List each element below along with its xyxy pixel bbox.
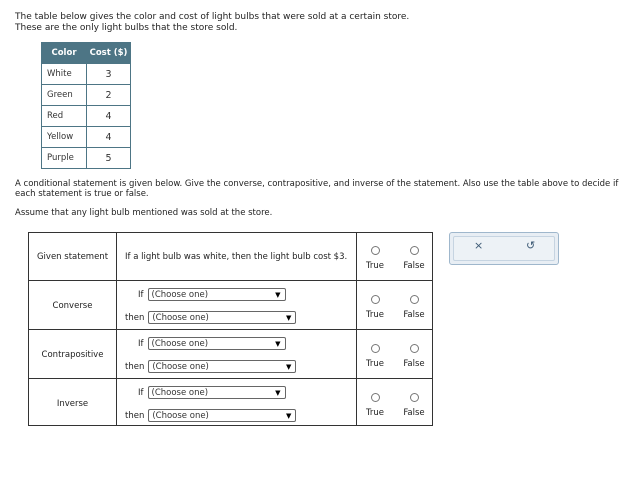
dropdown-arrow-icon: ▼ [285,411,292,420]
if-word: If [138,387,144,398]
intro-line-2: These are the only light bulbs that the store sold. [15,22,238,33]
table-row [42,148,131,169]
cost-cell: 2 [87,85,131,106]
converse-label: Converse [52,301,93,311]
then-word: then [125,312,145,323]
dropdown-arrow-icon: ▼ [275,388,281,397]
false-label: False [403,359,425,369]
color-cell: Red [42,106,87,127]
inverse-then-line [125,409,296,422]
bulb-table [41,42,131,169]
color-cell: Green [42,85,87,106]
contrapositive-if-line [138,337,286,350]
inverse-if-select[interactable]: (Choose one) ▼ [148,386,286,399]
column-header-color: Color [42,43,87,64]
true-option[interactable] [357,246,393,271]
converse-then-line [125,311,296,324]
true-label: True [365,310,385,320]
contrapositive-if-select[interactable]: (Choose one) ▼ [148,337,286,350]
dropdown-arrow-icon: ▼ [275,290,281,299]
false-radio[interactable] [410,246,419,255]
true-radio[interactable] [371,393,380,402]
false-label: False [403,408,425,418]
intro-line-1: The table below gives the color and cost of light bulbs that were sold at a certain store. [15,12,410,22]
dropdown-arrow-icon: ▼ [275,339,281,348]
cost-cell: 4 [87,127,131,148]
cost-cell: 3 [87,64,131,85]
true-radio[interactable] [371,246,380,255]
true-label: True [365,359,385,369]
true-option[interactable] [357,344,393,369]
converse-row [29,281,432,330]
intro-text [15,12,409,33]
true-label: True [365,408,385,418]
false-option[interactable] [396,344,432,369]
given-label: Given statement [36,252,109,262]
false-label: False [403,261,425,271]
color-cell: White [42,64,87,85]
undo-icon[interactable]: ↺ [526,239,536,252]
false-radio[interactable] [410,344,419,353]
column-header-cost: Cost ($) [87,43,131,64]
converse-if-line [138,288,286,301]
true-label: True [365,261,385,271]
table-row [42,127,131,148]
false-label: False [403,310,425,320]
true-option[interactable] [357,295,393,320]
clear-icon[interactable]: × [474,239,484,252]
color-cell: Yellow [42,127,87,148]
given-row [29,233,432,281]
assumption-text: Assume that any light bulb mentioned was sold at the store. [15,208,273,218]
contrapositive-row [29,330,432,379]
table-row [42,64,131,85]
answer-toolbar [449,232,559,265]
dropdown-arrow-icon: ▼ [285,313,292,322]
given-statement-text: If a light bulb was white, then the light bulb cost $3. [125,252,348,262]
false-option[interactable] [396,295,432,320]
true-radio[interactable] [371,295,380,304]
converse-then-select[interactable]: (Choose one) ▼ [148,311,296,324]
table-row [42,85,131,106]
false-option[interactable] [396,246,432,271]
false-radio[interactable] [410,295,419,304]
dropdown-arrow-icon: ▼ [285,362,292,371]
false-option[interactable] [396,393,432,418]
then-word: then [125,410,145,421]
cost-cell: 5 [87,148,131,169]
then-word: then [125,361,145,372]
table-row [42,106,131,127]
table-header-row [42,43,131,64]
contrapositive-then-select[interactable]: (Choose one) ▼ [148,360,296,373]
false-radio[interactable] [410,393,419,402]
toolbar-inner [453,236,555,261]
cost-cell: 4 [87,106,131,127]
inverse-row [29,379,432,427]
if-word: If [138,338,144,349]
inverse-if-line [138,386,286,399]
contrapositive-label: Contrapositive [41,350,104,360]
inverse-then-select[interactable]: (Choose one) ▼ [148,409,296,422]
true-radio[interactable] [371,344,380,353]
converse-if-select[interactable]: (Choose one) ▼ [148,288,286,301]
statements-grid [28,232,433,426]
if-word: If [138,289,144,300]
true-option[interactable] [357,393,393,418]
contrapositive-then-line [125,360,296,373]
inverse-label: Inverse [56,399,89,409]
color-cell: Purple [42,148,87,169]
question-prompt: A conditional statement is given below. Give the converse, contrapositive, and inverse of the statement. Also use the table above to decide if each statement is true or false. [15,179,619,199]
